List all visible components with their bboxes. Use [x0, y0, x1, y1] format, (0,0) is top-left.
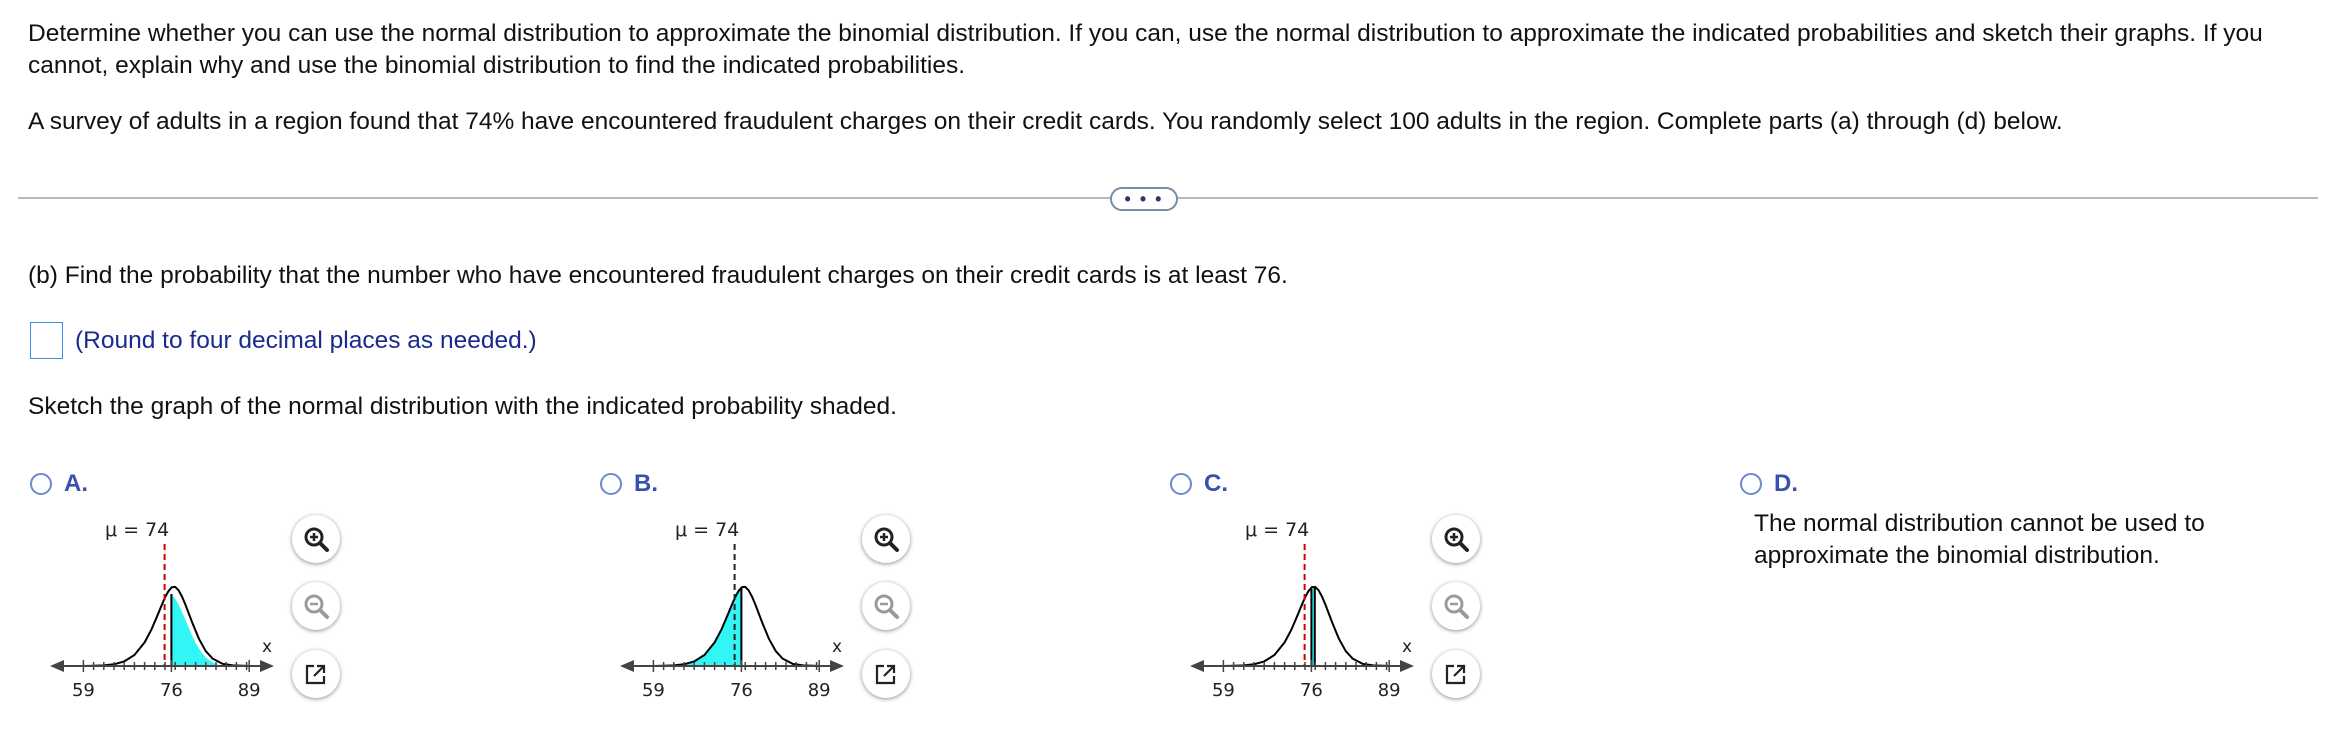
option-c-radio[interactable]: [1170, 473, 1192, 495]
option-b-tick-label-59: 59: [641, 680, 665, 700]
option-b-shaded-region: [653, 588, 741, 666]
zoom-in-icon: [302, 525, 330, 553]
option-c-graph: [1188, 510, 1438, 700]
option-c-letter: C.: [1204, 470, 1228, 497]
option-d[interactable]: [1740, 470, 2205, 569]
instructions: [28, 18, 2308, 138]
answer-input[interactable]: [30, 322, 63, 359]
popout-icon: [1443, 661, 1469, 687]
option-d-text: The normal distribution cannot be used to approximate the binomial distribution.: [1754, 510, 2205, 569]
part-b-question: (b) Find the probability that the number who have encountered fraudulent charges on their credit cards is at least 76.: [28, 262, 1288, 289]
option-d-letter: D.: [1774, 470, 1798, 497]
instructions-paragraph-1: Determine whether you can use the normal distribution to approximate the binomial distribution. If you can, use the normal distribution to approximate the indicated probabilities and sketch their graphs. If you cannot, explain why and use the binomial distribution to find the indicated probabilities.: [28, 20, 2263, 79]
option-a-zoom-out-button[interactable]: [292, 582, 340, 630]
option-b-x-label: x: [832, 637, 843, 657]
option-d-header[interactable]: [1740, 470, 1798, 498]
option-c-axis-arrow-right: [1400, 660, 1414, 672]
option-c-header[interactable]: [1170, 470, 1228, 498]
option-b-axis-arrow-right: [830, 660, 844, 672]
zoom-out-icon: [302, 592, 330, 620]
option-a-axis-arrow-right: [260, 660, 274, 672]
sketch-prompt: Sketch the graph of the normal distribution with the indicated probability shaded.: [28, 393, 897, 420]
option-b-tick-label-89: 89: [807, 680, 831, 700]
option-b-zoom-in-button[interactable]: [862, 515, 910, 563]
option-b-popout-button[interactable]: [862, 650, 910, 698]
popout-icon: [303, 661, 329, 687]
option-a-letter: A.: [64, 470, 88, 497]
option-a-tick-label-89: 89: [237, 680, 261, 700]
option-a[interactable]: [30, 470, 273, 700]
option-c-normal-curve: [1223, 587, 1390, 666]
option-c-zoom-out-button[interactable]: [1432, 582, 1480, 630]
popout-icon: [873, 661, 899, 687]
option-a-tick-label-76: 76: [159, 680, 183, 700]
option-a-mu-label: μ = 74: [105, 519, 170, 541]
option-a-radio[interactable]: [30, 473, 52, 495]
option-a-tick-label-59: 59: [71, 680, 95, 700]
option-c-tick-label-59: 59: [1211, 680, 1235, 700]
option-b-tick-label-76: 76: [729, 680, 753, 700]
option-b-header[interactable]: [600, 470, 658, 498]
option-a-axis-arrow-left: [50, 660, 64, 672]
option-a-popout-button[interactable]: [292, 650, 340, 698]
option-c-tick-label-76: 76: [1299, 680, 1323, 700]
option-c-popout-button[interactable]: [1432, 650, 1480, 698]
option-a-graph: [48, 510, 298, 700]
option-c[interactable]: [1170, 470, 1413, 700]
zoom-out-icon: [1442, 592, 1470, 620]
zoom-out-icon: [872, 592, 900, 620]
answer-row: [30, 322, 537, 359]
option-c-x-label: x: [1402, 637, 1413, 657]
option-b-zoom-out-button[interactable]: [862, 582, 910, 630]
zoom-in-icon: [1442, 525, 1470, 553]
option-d-radio[interactable]: [1740, 473, 1762, 495]
option-a-header[interactable]: [30, 470, 88, 498]
zoom-in-icon: [872, 525, 900, 553]
option-b-radio[interactable]: [600, 473, 622, 495]
option-c-tick-label-89: 89: [1377, 680, 1401, 700]
option-a-normal-curve: [83, 587, 250, 666]
option-a-zoom-in-button[interactable]: [292, 515, 340, 563]
instructions-paragraph-2: A survey of adults in a region found that 74% have encountered fraudulent charges on their credit cards. You randomly select 100 adults in the region. Complete parts (a) through (d) below.: [28, 108, 2063, 135]
option-b-axis-arrow-left: [620, 660, 634, 672]
option-b-mu-label: μ = 74: [675, 519, 740, 541]
option-a-x-label: x: [262, 637, 273, 657]
option-b-letter: B.: [634, 470, 658, 497]
option-b-graph: [618, 510, 868, 700]
option-b[interactable]: [600, 470, 843, 700]
option-c-zoom-in-button[interactable]: [1432, 515, 1480, 563]
show-more-button[interactable]: • • •: [1110, 187, 1178, 211]
option-c-axis-arrow-left: [1190, 660, 1204, 672]
rounding-hint: (Round to four decimal places as needed.): [75, 326, 537, 354]
option-c-mu-label: μ = 74: [1245, 519, 1310, 541]
